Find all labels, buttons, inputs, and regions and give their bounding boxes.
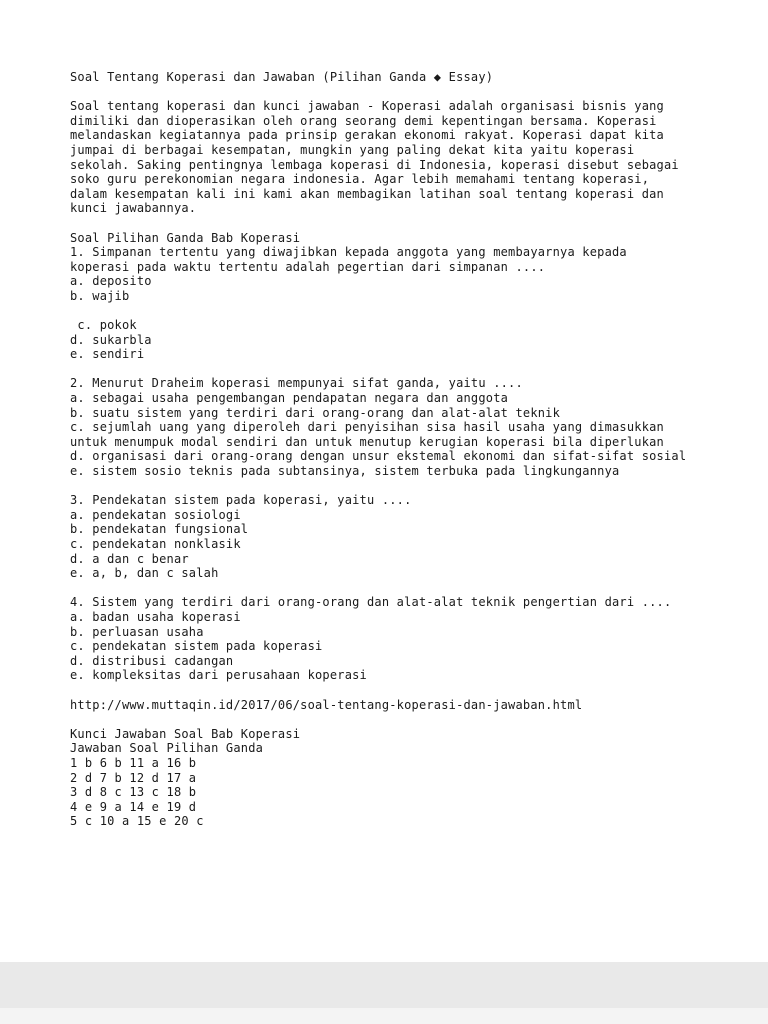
text-line: untuk menumpuk modal sendiri dan untuk menutup kerugian koperasi bila diperlukan (70, 434, 664, 449)
text-line: Soal tentang koperasi dan kunci jawaban - Koperasi adalah organisasi bisnis yang (70, 99, 664, 114)
source-url (70, 698, 708, 713)
text-line: http://www.muttaqin.id/2017/06/soal-tentang-koperasi-dan-jawaban.html (70, 697, 583, 712)
text-line: 3. Pendekatan sistem pada koperasi, yaitu .... (70, 493, 412, 508)
text-line: a. badan usaha koperasi (70, 609, 241, 624)
text-line: c. pendekatan nonklasik (70, 537, 241, 551)
text-line: d. a dan c benar (70, 551, 189, 566)
question-2 (70, 376, 708, 478)
text-line: soko guru perekonomian negara indonesia. Agar lebih memahami tentang koperasi, (70, 172, 650, 187)
section-heading-question-1 (70, 231, 708, 304)
text-line: c. sejumlah uang yang diperoleh dari penyisihan sisa hasil usaha yang dimasukkan (70, 420, 664, 435)
text-line: b. perluasan usaha (70, 624, 204, 639)
text-line: a. sebagai usaha pengembangan pendapatan negara dan anggota (70, 391, 509, 406)
text-line: d. distribusi cadangan (70, 653, 234, 668)
text-line: Soal Tentang Koperasi dan Jawaban (Pilihan Ganda ◆ Essay) (70, 70, 494, 84)
page-gutter-bottom (0, 1008, 768, 1024)
text-line: b. pendekatan fungsional (70, 522, 249, 537)
text-line: e. a, b, dan c salah (70, 566, 219, 581)
text-line: c. pokok (70, 318, 137, 333)
text-line: 2 d 7 b 12 d 17 a (70, 770, 197, 785)
page-gutter (0, 962, 768, 1008)
answer-key (70, 727, 708, 829)
text-line: c. pendekatan sistem pada koperasi (70, 639, 323, 654)
text-line: d. sukarbla (70, 332, 152, 347)
text-line: 1. Simpanan tertentu yang diwajibkan kepada anggota yang membayarnya kepada (70, 245, 627, 260)
text-line: e. kompleksitas dari perusahaan koperasi (70, 668, 367, 683)
question-1-options-continued (70, 318, 708, 362)
text-line: 2. Menurut Draheim koperasi mempunyai sifat ganda, yaitu .... (70, 376, 523, 391)
text-line: Soal Pilihan Ganda Bab Koperasi (70, 230, 301, 245)
text-line: dimiliki dan dioperasikan oleh orang seorang demi kepentingan bersama. Koperasi (70, 113, 657, 128)
text-line: sekolah. Saking pentingnya lembaga koperasi di Indonesia, koperasi disebut sebagai (70, 157, 679, 172)
text-line: 5 c 10 a 15 e 20 c (70, 814, 204, 829)
question-4 (70, 595, 708, 683)
text-line: 4 e 9 a 14 e 19 d (70, 799, 197, 814)
text-line: b. wajib (70, 288, 130, 303)
question-3 (70, 493, 708, 581)
text-line: kunci jawabannya. (70, 201, 197, 216)
text-line: 4. Sistem yang terdiri dari orang-orang dan alat-alat teknik pengertian dari .... (70, 595, 672, 610)
text-line: Jawaban Soal Pilihan Ganda (70, 741, 264, 756)
text-line: melandaskan kegiatannya pada prinsip gerakan ekonomi rakyat. Koperasi dapat kita (70, 128, 664, 143)
text-line: 1 b 6 b 11 a 16 b (70, 755, 197, 770)
text-line: a. deposito (70, 274, 152, 289)
text-line: 3 d 8 c 13 c 18 b (70, 785, 197, 800)
text-line: koperasi pada waktu tertentu adalah pegertian dari simpanan .... (70, 259, 546, 274)
doc-title (70, 70, 708, 85)
text-line: e. sistem sosio teknis pada subtansinya, sistem terbuka pada lingkungannya (70, 464, 620, 479)
document-text (70, 70, 708, 829)
text-line: a. pendekatan sosiologi (70, 507, 241, 522)
text-line: b. suatu sistem yang terdiri dari orang-orang dan alat-alat teknik (70, 405, 561, 420)
text-line: d. organisasi dari orang-orang dengan unsur ekstemal ekonomi dan sifat-sifat sosial (70, 449, 687, 464)
text-line: e. sendiri (70, 347, 145, 362)
text-line: jumpai di berbagai kesempatan, mungkin yang paling dekat kita yaitu koperasi (70, 142, 635, 157)
text-line: dalam kesempatan kali ini kami akan membagikan latihan soal tentang koperasi dan (70, 186, 664, 201)
intro-paragraph (70, 99, 708, 216)
text-line: Kunci Jawaban Soal Bab Koperasi (70, 726, 301, 741)
